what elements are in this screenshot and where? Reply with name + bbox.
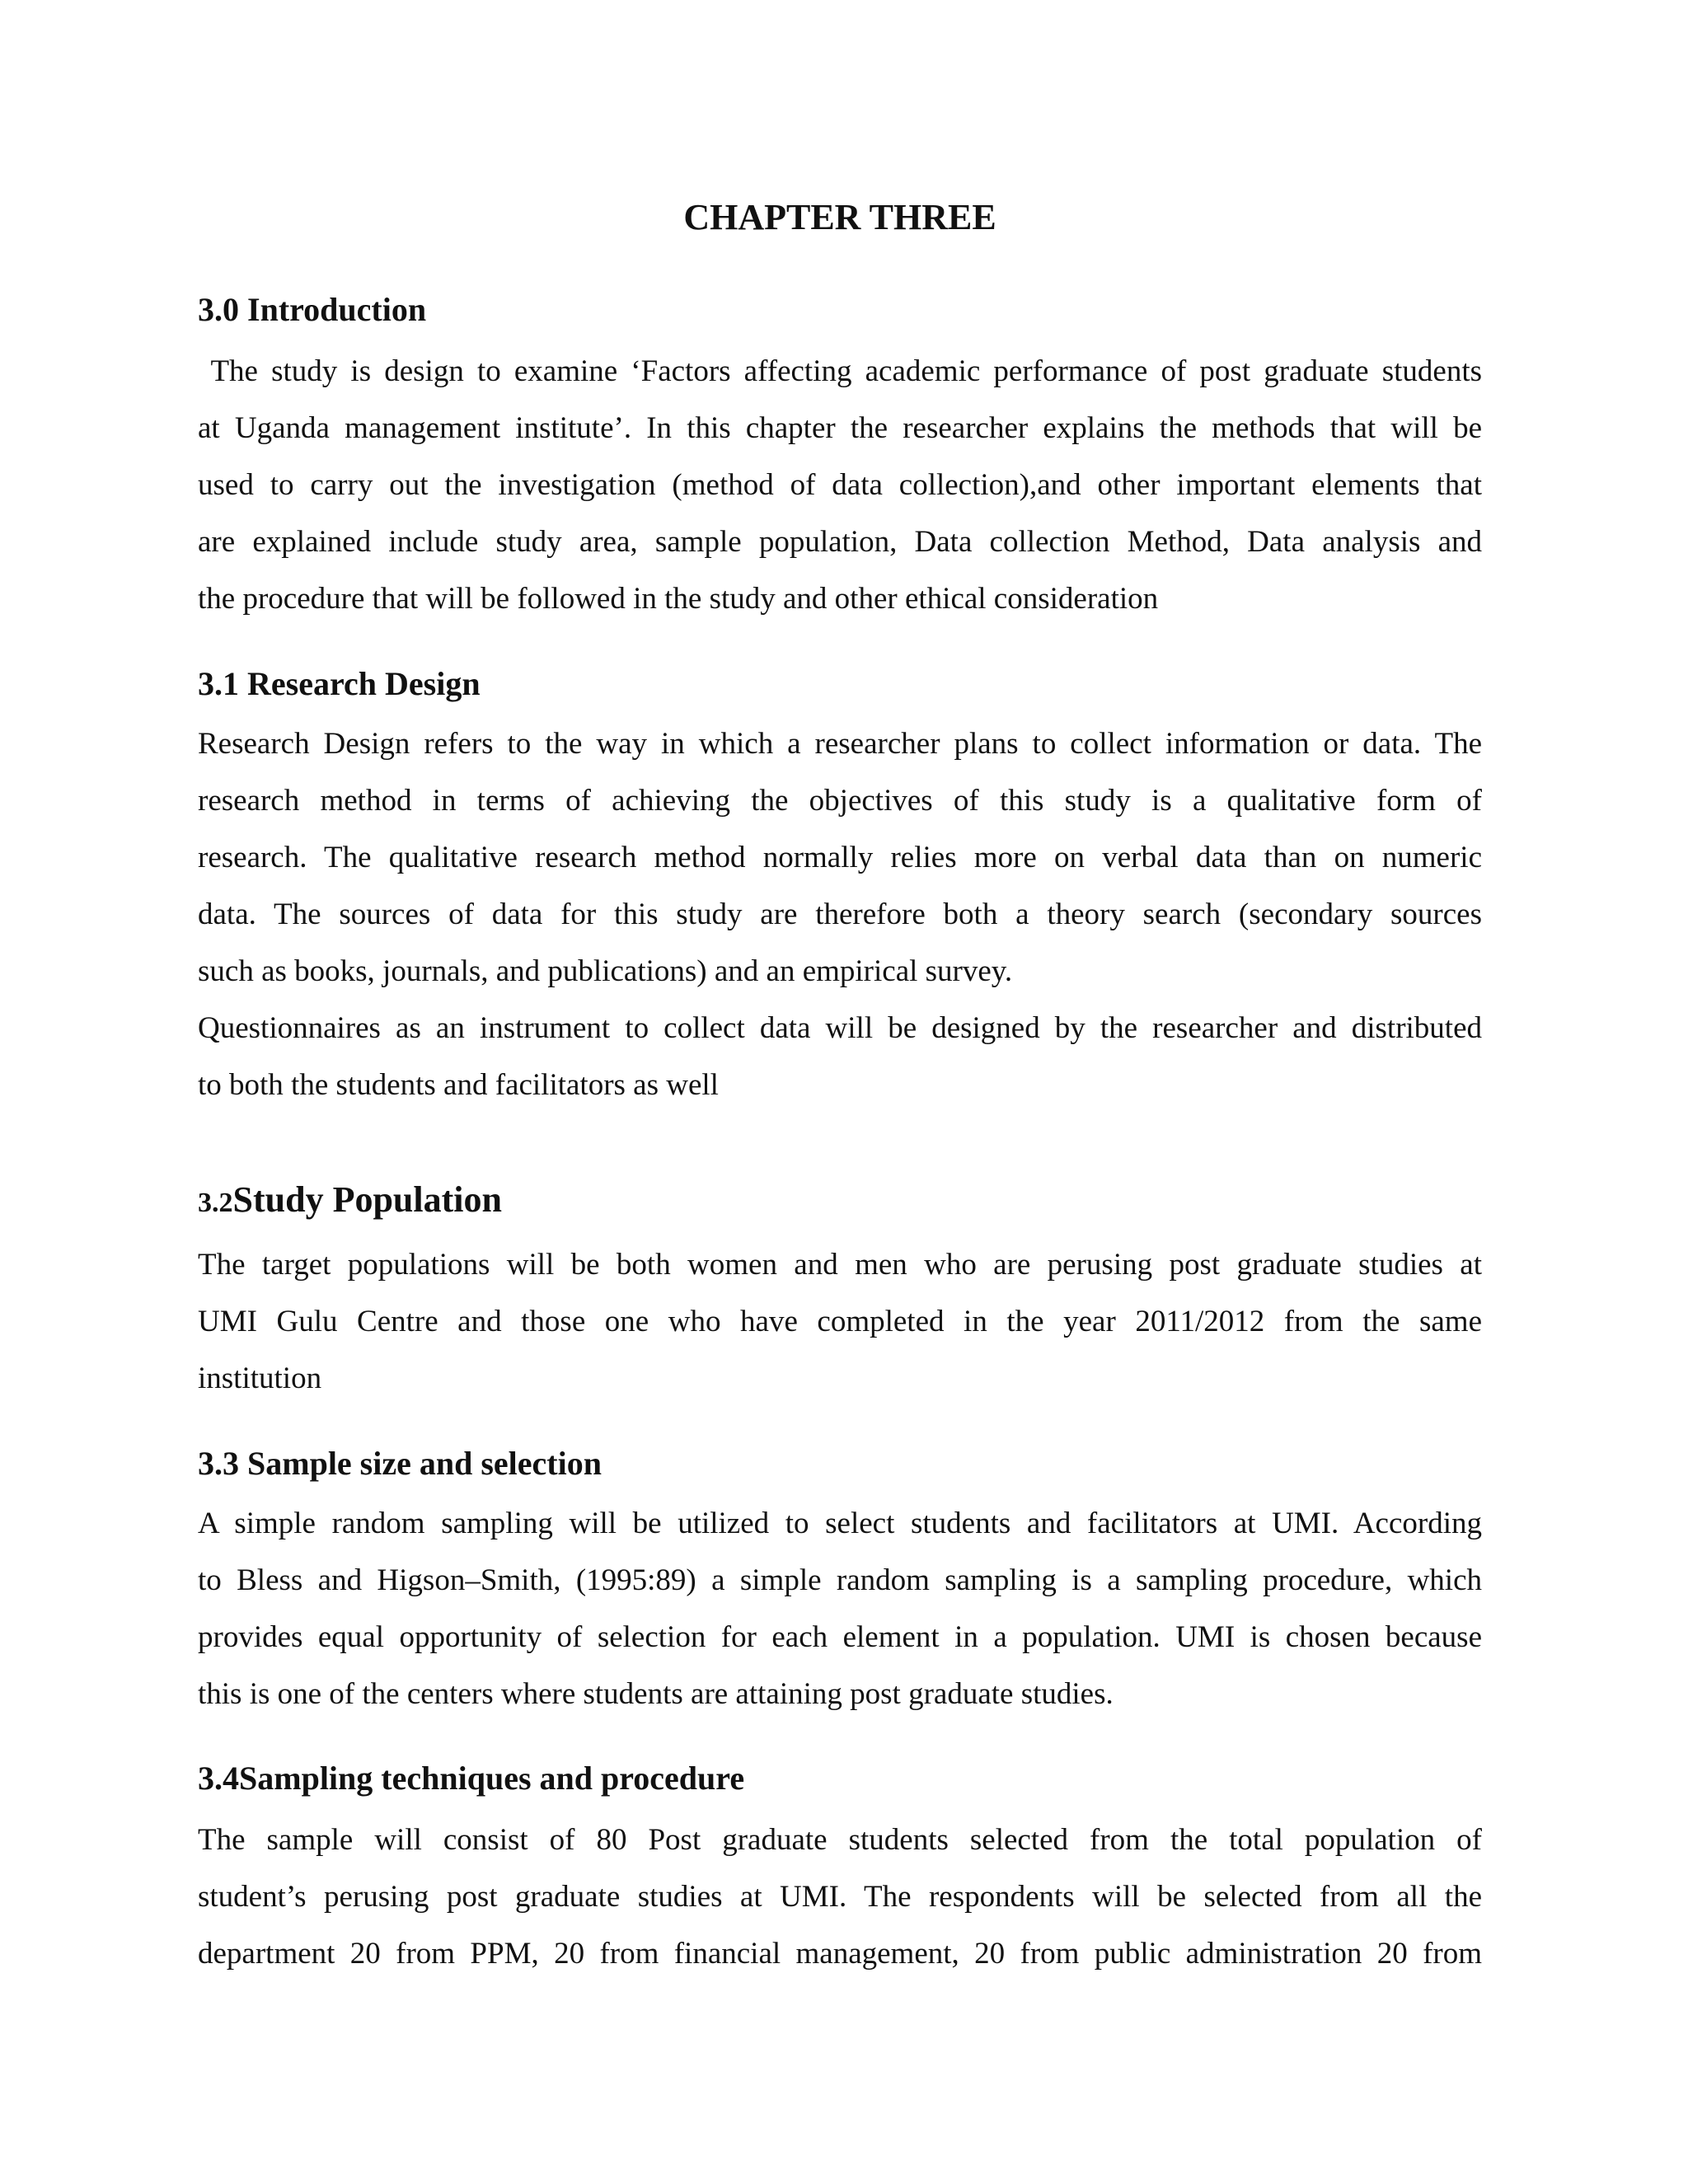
- paragraph-line: this is one of the centers where students are attaining post graduate studies.: [198, 1677, 1114, 1711]
- paragraph-sampling-techniques: [198, 1811, 1482, 1982]
- paragraph-line: used to carry out the investigation (method of data collection),and other important elements that: [198, 468, 1482, 502]
- paragraph-line: student’s perusing post graduate studies at UMI. The respondents will be selected from all the: [198, 1880, 1482, 1914]
- paragraph-line: Research Design refers to the way in which a researcher plans to collect information or data. The: [198, 727, 1482, 761]
- section-number: 3.2: [198, 1188, 233, 1218]
- paragraph-line: The study is design to examine ‘Factors affecting academic performance of post graduate students: [198, 354, 1482, 388]
- paragraph-line: such as books, journals, and publications) and an empirical survey.: [198, 954, 1013, 988]
- paragraph-line: are explained include study area, sample population, Data collection Method, Data analysis and: [198, 525, 1482, 559]
- section-heading-research-design: 3.1 Research Design: [198, 665, 481, 702]
- paragraph-line: The sample will consist of 80 Post graduate students selected from the total population of: [198, 1823, 1482, 1857]
- chapter-title: CHAPTER THREE: [683, 197, 996, 237]
- paragraph-sample-size: [198, 1495, 1482, 1722]
- paragraph-line: UMI Gulu Centre and those one who have completed in the year 2011/2012 from the same: [198, 1305, 1482, 1338]
- paragraph-line: to Bless and Higson–Smith, (1995:89) a simple random sampling is a sampling procedure, which: [198, 1563, 1482, 1597]
- paragraph-line: institution: [198, 1361, 322, 1395]
- document-page: [198, 0, 1482, 2184]
- section-heading-sampling-techniques: 3.4Sampling techniques and procedure: [198, 1760, 745, 1797]
- paragraph-line: research. The qualitative research method normally relies more on verbal data than on numeric: [198, 841, 1482, 874]
- paragraph-research-design: [198, 715, 1482, 1113]
- section-heading-sample-size: 3.3 Sample size and selection: [198, 1445, 602, 1482]
- paragraph-line: A simple random sampling will be utilized to select students and facilitators at UMI. According: [198, 1507, 1482, 1540]
- paragraph-introduction: [198, 343, 1482, 627]
- paragraph-line: Questionnaires as an instrument to collect data will be designed by the researcher and distributed: [198, 1011, 1482, 1045]
- paragraph-line: at Uganda management institute’. In this chapter the researcher explains the methods that will be: [198, 411, 1482, 445]
- section-title: Study Population: [232, 1179, 502, 1220]
- paragraph-line: the procedure that will be followed in the study and other ethical consideration: [198, 582, 1159, 616]
- paragraph-line: department 20 from PPM, 20 from financial management, 20 from public administration 20 from: [198, 1937, 1482, 1971]
- paragraph-line: The target populations will be both women and men who are perusing post graduate studies at: [198, 1248, 1482, 1282]
- section-heading-study-population: [198, 1180, 502, 1223]
- paragraph-study-population: [198, 1236, 1482, 1407]
- paragraph-line: provides equal opportunity of selection for each element in a population. UMI is chosen because: [198, 1620, 1482, 1654]
- paragraph-line: data. The sources of data for this study are therefore both a theory search (secondary sources: [198, 898, 1482, 931]
- paragraph-line: to both the students and facilitators as well: [198, 1068, 719, 1102]
- paragraph-line: research method in terms of achieving the objectives of this study is a qualitative form of: [198, 784, 1482, 818]
- section-heading-introduction: 3.0 Introduction: [198, 291, 427, 328]
